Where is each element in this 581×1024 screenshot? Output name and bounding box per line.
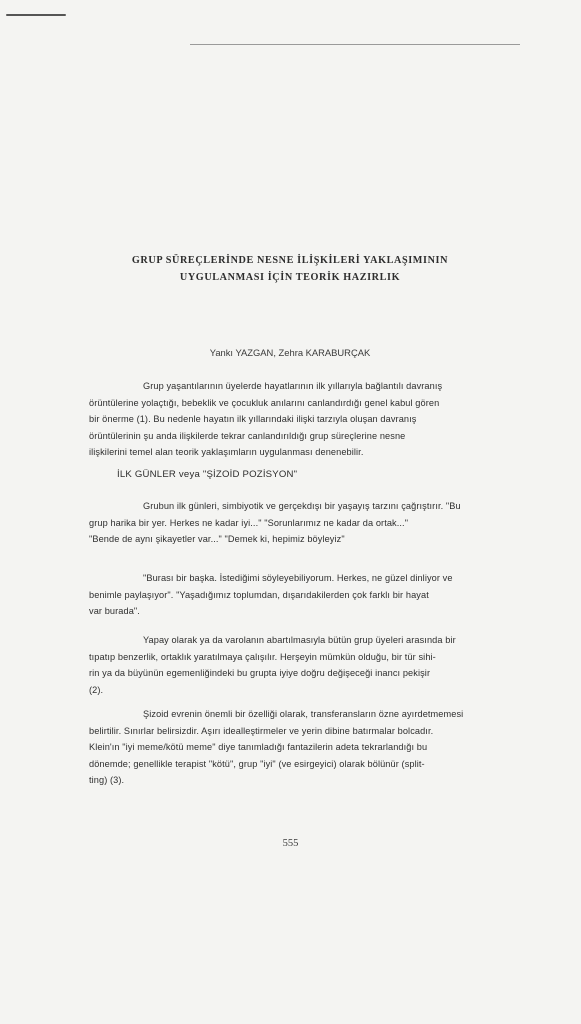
paragraph-line: dönemde; genellikle terapist "kötü", grup "iyi" (ve esirgeyici) olarak bölünür (split- <box>89 758 425 769</box>
paragraph-line: bir önerme (1). Bu nedenle hayatın ilk yıllarındaki ilişki tarzıyla oluşan davranış <box>89 414 417 425</box>
scan-header-rule <box>190 44 520 45</box>
paragraph-line: rin ya da büyünün egemenliğindeki bu grupta iyiye doğru değişeceği inancı pekişir <box>89 668 431 679</box>
paragraph-line: ting) (3). <box>89 775 125 786</box>
paragraph-line: belirtilir. Sınırlar belirsizdir. Aşırı idealleştirmeler ve yerin dibine batırmalar bolcadır. <box>89 725 434 736</box>
article-title <box>60 252 520 286</box>
paragraph-line: grup harika bir yer. Herkes ne kadar iyi..." "Sorunlarımız ne kadar da ortak..." <box>89 517 409 528</box>
paragraph-line: örüntülerine yolaçtığı, bebeklik ve çocukluk anılarını canlandırdığı genel kabul gören <box>89 397 440 408</box>
authors: Yankı YAZGAN, Zehra KARABURÇAK <box>209 347 371 358</box>
scan-margin-mark <box>6 14 66 16</box>
paragraph-line: Grubun ilk günleri, simbiyotik ve gerçekdışı bir yaşayış tarzını çağrıştırır. "Bu <box>143 501 461 511</box>
paragraph-line: "Burası bir başka. İstediğimi söyleyebiliyorum. Herkes, ne güzel dinliyor ve <box>143 573 453 583</box>
intro-paragraph <box>89 378 540 461</box>
paragraph-line: örüntülerinin şu anda ilişkilerde tekrar canlandırıldığı grup süreçlerine nesne <box>89 430 406 441</box>
paragraph-line: tıpatıp benzerlik, ortaklık yaratılmaya çalışılır. Herşeyin mümkün olduğu, bir tür sihi- <box>89 651 436 662</box>
section-paragraph <box>89 498 540 548</box>
title-line: GRUP SÜREÇLERİNDE NESNE İLİŞKİLERİ YAKLAŞIMININ <box>131 255 449 266</box>
paragraph-line: ilişkilerini temel alan teorik yaklaşımların uygulanması denenebilir. <box>89 447 364 458</box>
section-paragraph <box>89 632 540 698</box>
paragraph-line: benimle paylaşıyor". "Yaşadığımız toplumdan, dışarıdakilerden çok farklı bir hayat <box>89 589 429 600</box>
paragraph-line: Grup yaşantılarının üyelerde hayatlarının ilk yıllarıyla bağlantılı davranış <box>143 381 443 391</box>
section-heading: İLK GÜNLER veya "ŞİZOİD POZİSYON" <box>117 469 298 480</box>
title-line: UYGULANMASI İÇİN TEORİK HAZIRLIK <box>179 272 401 283</box>
paragraph-line: var burada". <box>89 606 140 617</box>
paragraph-line: "Bende de aynı şikayetler var..." "Demek ki, hepimiz böyleyiz" <box>89 534 345 545</box>
section-paragraph <box>89 570 540 620</box>
paragraph-line: (2). <box>89 684 104 695</box>
section-paragraph <box>89 706 540 789</box>
paragraph-line: Klein'ın "iyi meme/kötü meme" diye tanımladığı fantazilerin adeta tekrarlandığı bu <box>89 742 428 753</box>
paragraph-line: Şizoid evrenin önemli bir özelliği olarak, transferansların özne ayırdetmemesi <box>143 709 464 719</box>
page-number: 555 <box>282 838 299 849</box>
paragraph-line: Yapay olarak ya da varolanın abartılmasıyla bütün grup üyeleri arasında bir <box>143 635 456 645</box>
